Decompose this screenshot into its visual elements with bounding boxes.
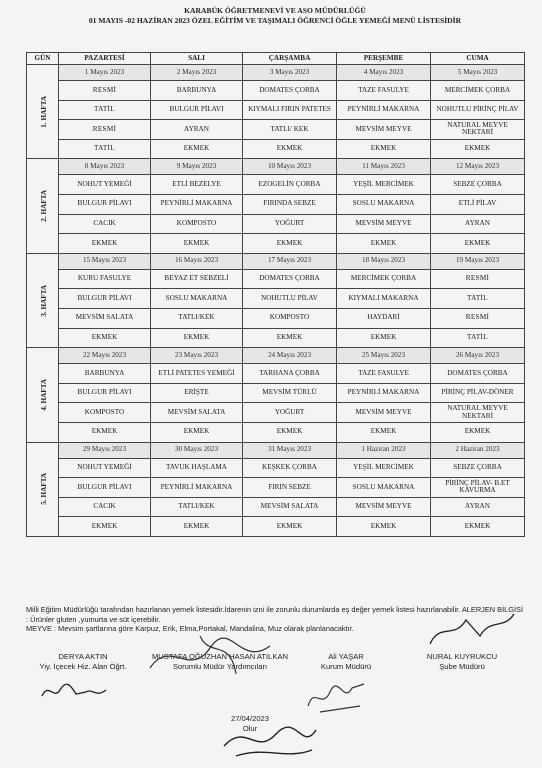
handwritten-signature-3 <box>300 676 380 716</box>
date-cell-friday: 26 Mayıs 2023 <box>431 348 525 364</box>
menu-row <box>27 289 525 309</box>
week-label: 5. HAFTA <box>40 473 49 506</box>
menu-cell-tuesday: ETLİ PATETES YEMEĞİ <box>151 364 243 384</box>
menu-cell-friday: DOMATES ÇORBA <box>431 364 525 384</box>
menu-cell-friday: TATİL <box>431 328 525 348</box>
menu-row <box>27 100 525 120</box>
menu-cell-monday: BULGUR PİLAVI <box>59 194 151 214</box>
menu-cell-friday: NATURAL MEYVE NEKTARİ <box>431 403 525 423</box>
menu-cell-friday: NATURAL MEYVE NEKTARİ <box>431 120 525 140</box>
signer-title: Şube Müdürü <box>439 662 485 671</box>
menu-cell-wednesday: MEVSİM SALATA <box>243 497 337 517</box>
menu-cell-tuesday: PEYNİRLİ MAKARNA <box>151 478 243 498</box>
date-cell-wednesday: 24 Mayıs 2023 <box>243 348 337 364</box>
menu-cell-thursday: EKMEK <box>337 517 431 537</box>
date-cell-monday: 8 Mayıs 2023 <box>59 159 151 175</box>
date-cell-monday: 29 Mayıs 2023 <box>59 442 151 458</box>
signer-name: MUSTAFA OĞUZHAN HASAN ATILKAN <box>151 652 288 661</box>
menu-cell-monday: KOMPOSTO <box>59 403 151 423</box>
date-cell-tuesday: 30 Mayıs 2023 <box>151 442 243 458</box>
menu-cell-monday: CACIK <box>59 497 151 517</box>
menu-cell-tuesday: EKMEK <box>151 517 243 537</box>
menu-cell-tuesday: TATLI/KEK <box>151 497 243 517</box>
menu-cell-thursday: TAZE FASULYE <box>337 81 431 101</box>
date-cell-tuesday: 16 Mayıs 2023 <box>151 253 243 269</box>
menu-row <box>27 478 525 498</box>
menu-cell-tuesday: BARBUNYA <box>151 81 243 101</box>
week-label: 2. HAFTA <box>40 190 49 222</box>
col-header-wednesday: ÇARŞAMBA <box>243 53 337 65</box>
menu-cell-thursday: SOSLU MAKARNA <box>337 194 431 214</box>
menu-row <box>27 81 525 101</box>
menu-cell-thursday: HAYDARİ <box>337 308 431 328</box>
signer-title: Yiy. İçecek Hiz. Alan Öğrt. <box>39 662 127 671</box>
date-row <box>27 348 525 364</box>
date-cell-wednesday: 3 Mayıs 2023 <box>243 65 337 81</box>
menu-row <box>27 383 525 403</box>
week-label-cell <box>27 348 59 442</box>
menu-cell-monday: BULGUR PİLAVI <box>59 478 151 498</box>
menu-cell-monday: CACIK <box>59 214 151 234</box>
menu-cell-wednesday: EKMEK <box>243 234 337 254</box>
week-label-cell <box>27 253 59 347</box>
menu-cell-tuesday: MEVSİM SALATA <box>151 403 243 423</box>
notes-line-2: MEYVE : Mevsim şartlarına göre Karpuz, Erik, Elma,Portakal, Mandalina, Muz olarak planlanacaktır. <box>26 624 354 634</box>
menu-body <box>27 65 525 537</box>
menu-row <box>27 328 525 348</box>
date-cell-wednesday: 17 Mayıs 2023 <box>243 253 337 269</box>
menu-cell-friday: EKMEK <box>431 139 525 159</box>
menu-row <box>27 214 525 234</box>
menu-cell-wednesday: YOĞURT <box>243 403 337 423</box>
date-cell-friday: 19 Mayıs 2023 <box>431 253 525 269</box>
menu-row <box>27 422 525 442</box>
handwritten-signature-4 <box>420 610 520 650</box>
menu-cell-tuesday: BEYAZ ET SEBZELİ <box>151 269 243 289</box>
date-cell-monday: 15 Mayıs 2023 <box>59 253 151 269</box>
signer-title: Kurum Müdürü <box>320 662 372 671</box>
menu-cell-tuesday: KOMPOSTO <box>151 214 243 234</box>
menu-cell-tuesday: TATLI/KEK <box>151 308 243 328</box>
menu-cell-tuesday: EKMEK <box>151 139 243 159</box>
week-label: 4. HAFTA <box>40 378 49 411</box>
menu-cell-friday: TATİL <box>431 289 525 309</box>
menu-cell-thursday: PEYNİRLİ MAKARNA <box>337 100 431 120</box>
menu-cell-tuesday: BULGUR PİLAVI <box>151 100 243 120</box>
menu-cell-thursday: MEVSİM MEYVE <box>337 497 431 517</box>
menu-cell-thursday: MEVSİM MEYVE <box>337 214 431 234</box>
menu-row <box>27 269 525 289</box>
approval-label: Olur <box>242 724 258 733</box>
menu-cell-thursday: MEVSİM MEYVE <box>337 120 431 140</box>
menu-cell-tuesday: EKMEK <box>151 328 243 348</box>
menu-row <box>27 175 525 195</box>
menu-row <box>27 139 525 159</box>
institution-title: KARABÜK ÖĞRETMENEVİ VE ASO MÜDÜRLÜĞÜ <box>184 6 366 15</box>
date-cell-tuesday: 2 Mayıs 2023 <box>151 65 243 81</box>
date-cell-wednesday: 31 Mayıs 2023 <box>243 442 337 458</box>
menu-cell-friday: PİRİNÇ PİLAV-DÖNER <box>431 383 525 403</box>
menu-cell-friday: ETLİ PİLAV <box>431 194 525 214</box>
menu-cell-monday: EKMEK <box>59 517 151 537</box>
signature-block-director <box>306 652 386 672</box>
menu-cell-thursday: YEŞİL MERCİMEK <box>337 458 431 478</box>
menu-cell-monday: NOHUT YEMEĞİ <box>59 175 151 195</box>
week-label: 1. HAFTA <box>40 95 49 128</box>
menu-row <box>27 234 525 254</box>
menu-row <box>27 497 525 517</box>
menu-cell-wednesday: EKMEK <box>243 328 337 348</box>
week-label-cell <box>27 159 59 253</box>
menu-cell-wednesday: NOHUTLU PİLAV <box>243 289 337 309</box>
menu-cell-monday: MEVSİM SALATA <box>59 308 151 328</box>
col-header-day: GÜN <box>27 53 59 65</box>
menu-cell-tuesday: EKMEK <box>151 422 243 442</box>
signature-block-branch-manager <box>412 652 512 672</box>
menu-cell-friday: AYRAN <box>431 497 525 517</box>
menu-cell-monday: EKMEK <box>59 328 151 348</box>
menu-row <box>27 194 525 214</box>
menu-title: 01 MAYIS -02 HAZİRAN 2023 ÖZEL EĞİTİM VE TAŞIMALI ÖĞRENCİ ÖĞLE YEMEĞİ MENÜ LİSTESİDİR <box>88 16 462 25</box>
menu-row <box>27 364 525 384</box>
menu-cell-thursday: TAZE FASULYE <box>337 364 431 384</box>
date-cell-thursday: 18 Mayıs 2023 <box>337 253 431 269</box>
menu-cell-tuesday: ETLİ BEZELYE <box>151 175 243 195</box>
menu-cell-tuesday: EKMEK <box>151 234 243 254</box>
date-cell-thursday: 1 Haziran 2023 <box>337 442 431 458</box>
menu-cell-wednesday: FIRINDA SEBZE <box>243 194 337 214</box>
menu-cell-monday: BULGUR PİLAVI <box>59 289 151 309</box>
menu-cell-tuesday: AYRAN <box>151 120 243 140</box>
menu-cell-wednesday: EZOGELİN ÇORBA <box>243 175 337 195</box>
menu-cell-wednesday: TATLI/ KEK <box>243 120 337 140</box>
col-header-thursday: PERŞEMBE <box>337 53 431 65</box>
column-header-row <box>27 53 525 65</box>
week-label: 3. HAFTA <box>40 284 49 317</box>
signer-name: DERYA AKTIN <box>58 652 108 661</box>
signer-name: Ali YAŞAR <box>328 652 364 661</box>
menu-cell-wednesday: FIRIN SEBZE <box>243 478 337 498</box>
menu-row <box>27 458 525 478</box>
menu-cell-thursday: KIYMALI MAKARNA <box>337 289 431 309</box>
col-header-tuesday: SALI <box>151 53 243 65</box>
date-row <box>27 253 525 269</box>
menu-cell-tuesday: SOSLU MAKARNA <box>151 289 243 309</box>
menu-cell-wednesday: EKMEK <box>243 422 337 442</box>
date-cell-monday: 22 Mayıs 2023 <box>59 348 151 364</box>
date-cell-friday: 5 Mayıs 2023 <box>431 65 525 81</box>
menu-cell-thursday: YEŞİL MERCİMEK <box>337 175 431 195</box>
menu-cell-wednesday: MEVSİM TÜRLÜ <box>243 383 337 403</box>
menu-cell-monday: NOHUT YEMEĞİ <box>59 458 151 478</box>
menu-cell-thursday: EKMEK <box>337 139 431 159</box>
week-label-cell <box>27 442 59 536</box>
date-row <box>27 65 525 81</box>
menu-cell-thursday: EKMEK <box>337 234 431 254</box>
menu-cell-wednesday: YOĞURT <box>243 214 337 234</box>
menu-cell-friday: MERCİMEK ÇORBA <box>431 81 525 101</box>
menu-cell-monday: BARBUNYA <box>59 364 151 384</box>
notes-line-1: Milli Eğitim Müdürlüğü tarafından hazırlanan yemek listesidir.İdarenin izni ile zorunlu durumlarda eş değer yemek listesi hazırlanabilir. ALERJEN BİLGİSİ : Ürünler gluten ,yumurta ve süt içerebilir. <box>26 605 524 624</box>
menu-cell-wednesday: DOMATES ÇORBA <box>243 81 337 101</box>
menu-cell-friday: NOHUTLU PİRİNÇ PİLAV <box>431 100 525 120</box>
menu-cell-wednesday: EKMEK <box>243 517 337 537</box>
date-cell-monday: 1 Mayıs 2023 <box>59 65 151 81</box>
menu-cell-wednesday: KEŞKEK ÇORBA <box>243 458 337 478</box>
date-cell-friday: 2 Haziran 2023 <box>431 442 525 458</box>
menu-cell-tuesday: PEYNİRLİ MAKARNA <box>151 194 243 214</box>
col-header-friday: CUMA <box>431 53 525 65</box>
date-cell-wednesday: 10 Mayıs 2023 <box>243 159 337 175</box>
menu-cell-friday: SEBZE ÇORBA <box>431 458 525 478</box>
menu-cell-thursday: EKMEK <box>337 328 431 348</box>
date-row <box>27 442 525 458</box>
date-row <box>27 159 525 175</box>
menu-cell-friday: AYRAN <box>431 214 525 234</box>
handwritten-signature-2 <box>140 628 290 688</box>
menu-cell-friday: EKMEK <box>431 422 525 442</box>
menu-cell-wednesday: EKMEK <box>243 139 337 159</box>
menu-cell-thursday: PEYNİRLİ MAKARNA <box>337 383 431 403</box>
menu-cell-monday: EKMEK <box>59 234 151 254</box>
menu-cell-monday: KURU FASULYE <box>59 269 151 289</box>
date-cell-thursday: 11 Mayıs 2023 <box>337 159 431 175</box>
menu-row <box>27 120 525 140</box>
week-label-cell <box>27 65 59 159</box>
menu-table <box>26 52 525 537</box>
document-header <box>26 6 524 26</box>
handwritten-signature-1 <box>36 678 116 704</box>
date-cell-thursday: 25 Mayıs 2023 <box>337 348 431 364</box>
signer-title: Sorumlu Müdür Yardımcıları <box>172 662 268 671</box>
handwritten-signature-5 <box>216 716 326 762</box>
menu-cell-friday: EKMEK <box>431 234 525 254</box>
date-cell-tuesday: 9 Mayıs 2023 <box>151 159 243 175</box>
menu-cell-friday: RESMİ <box>431 308 525 328</box>
menu-cell-friday: RESMİ <box>431 269 525 289</box>
menu-cell-thursday: MERCİMEK ÇORBA <box>337 269 431 289</box>
menu-row <box>27 403 525 423</box>
menu-cell-monday: RESMİ <box>59 81 151 101</box>
menu-cell-tuesday: TAVUK HAŞLAMA <box>151 458 243 478</box>
menu-cell-monday: TATİL <box>59 139 151 159</box>
col-header-monday: PAZARTESİ <box>59 53 151 65</box>
menu-cell-wednesday: KIYMALI FIRIN PATETES <box>243 100 337 120</box>
approval-date: 27/04/2023 <box>230 714 269 723</box>
menu-cell-wednesday: TARHANA ÇORBA <box>243 364 337 384</box>
menu-cell-monday: BULGUR PİLAVI <box>59 383 151 403</box>
date-cell-tuesday: 23 Mayıs 2023 <box>151 348 243 364</box>
signer-name: NURAL KUYRUKCU <box>426 652 498 661</box>
date-cell-thursday: 4 Mayıs 2023 <box>337 65 431 81</box>
menu-row <box>27 517 525 537</box>
date-cell-friday: 12 Mayıs 2023 <box>431 159 525 175</box>
menu-cell-monday: EKMEK <box>59 422 151 442</box>
menu-cell-thursday: MEVSİM MEYVE <box>337 403 431 423</box>
menu-cell-monday: RESMİ <box>59 120 151 140</box>
menu-row <box>27 308 525 328</box>
signature-block-teacher <box>38 652 128 672</box>
menu-cell-wednesday: KOMPOSTO <box>243 308 337 328</box>
menu-cell-monday: TATİL <box>59 100 151 120</box>
menu-cell-thursday: SOSLU MAKARNA <box>337 478 431 498</box>
menu-cell-tuesday: ERİŞTE <box>151 383 243 403</box>
menu-cell-wednesday: DOMATES ÇORBA <box>243 269 337 289</box>
menu-cell-friday: EKMEK <box>431 517 525 537</box>
menu-cell-friday: SEBZE ÇORBA <box>431 175 525 195</box>
menu-cell-thursday: EKMEK <box>337 422 431 442</box>
menu-cell-friday: PİRİNÇ PİLAV- B.ET KAVURMA <box>431 478 525 498</box>
